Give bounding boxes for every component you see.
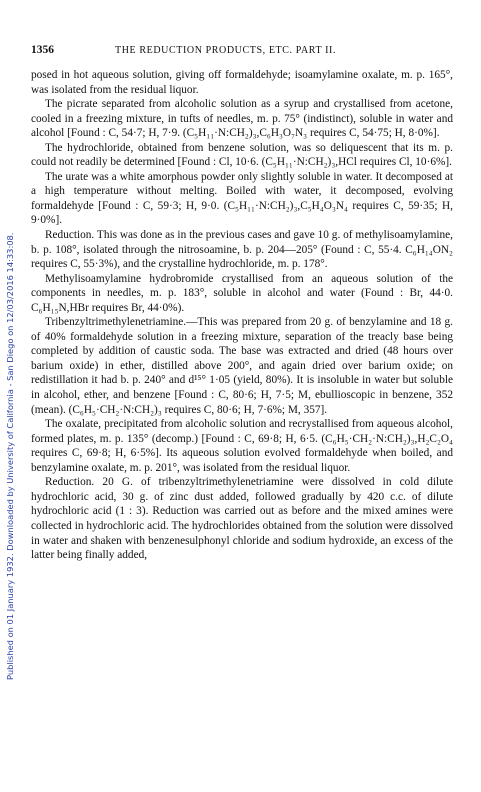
paragraph: The picrate separated from alcoholic solution as a syrup and crystallised from acetone, cooled in a freezing mixture, in tufts of needles, m. p. 75° (indistinct), soluble in water and alcohol [Found : C, 54·7; H, 7·9. (C₅H₁₁·N:CH₂)₃,C₆H₃O₇N₃ requires C, 54·75; H, 8·0%]. — [31, 98, 453, 140]
paragraph: Tribenzyltrimethylenetriamine.—This was prepared from 20 g. of benzylamine and 18 g. of 40% formaldehyde solution in a freezing mixture, separation of the treacly base being completed by addition of caustic soda. The base was extracted and dried (48 hours over barium oxide) in ether, distilled above 200°, and again dried over barium oxide; on redistillation it had b. p. 240° and d¹⁵° 1·05 (yield, 80%). It is insoluble in water but soluble in alcohol, ether, and benzene [Found : C, 80·6; H, 7·5; M, ebullioscopic in benzene, 352 (mean). (C₆H₅·CH₂·N:CH₂)₃ requires C, 80·6; H, 7·6%; M, 357]. — [31, 316, 453, 416]
paragraph: posed in hot aqueous solution, giving off formaldehyde; isoamylamine oxalate, m. p. 165°, was isolated from the residual liquor. — [31, 69, 453, 96]
page-number: 1356 — [31, 44, 54, 56]
paragraph: The urate was a white amorphous powder only slightly soluble in water. It decomposed at a high temperature without melting. Boiled with water, it decomposed, evolving formaldehyde [Found : C, 59·3; H, 9·0. (C₅H₁₁·N:CH₂)₃,C₅H₄O₃N₄ requires C, 59·35; H, 9·0%]. — [31, 170, 453, 227]
paragraph: The oxalate, precipitated from alcoholic solution and recrystallised from aqueous alcohol, formed plates, m. p. 135° (decomp.) [Found : C, 69·8; H, 6·5. (C₆H₅·CH₂·N:CH₂)₃,H₂C₂O₄ requires C, 69·8; H, 6·5%]. Its aqueous solution evolved formaldehyde when boiled, and benzylamine oxalate, m. p. 201°, was isolated from the residual liquor. — [31, 418, 453, 474]
running-header — [31, 44, 453, 58]
paragraph: Reduction. This was done as in the previous cases and gave 10 g. of methylisoamylamine, b. p. 108°, isolated through the nitrosoamine, b. p. 204—205° (Found : C, 55·4. C₆H₁₄ON₂ requires C, 55·3%), and the crystalline hydrochloride, m. p. 178°. — [31, 229, 453, 271]
paragraph: The hydrochloride, obtained from benzene solution, was so deliquescent that its m. p. could not readily be determined [Found : Cl, 10·6. (C₅H₁₁·N:CH₂)₃,HCl requires Cl, 10·6%]. — [31, 141, 453, 169]
running-title: THE REDUCTION PRODUCTS, ETC. PART II. — [115, 45, 337, 56]
article-body — [31, 68, 453, 563]
paragraph: Reduction. 20 G. of tribenzyltrimethylenetriamine were dissolved in cold dilute hydrochloric acid, 30 g. of zinc dust added, followed gradually by 420 c.c. of dilute hydrochloric acid (1 : 3). Reduction was carried out as before and the mixed amines were collected in hydrochloric acid. The hydrochlorides obtained from the solution were dissolved in water and shaken with benzenesulphonyl chloride and sodium hydroxide, an excess of the latter being finally added, — [31, 476, 453, 562]
paragraph: Methylisoamylamine hydrobromide crystallised from an aqueous solution of the components in needles, m. p. 183°, soluble in alcohol and water (Found : Br, 44·0. C₆H₁₅N,HBr requires Br, 44·0%). — [31, 272, 453, 314]
download-watermark: Published on 01 January 1932. Downloaded by University of California - San Diego on 12/03/2016 14:33:08. — [5, 232, 15, 680]
